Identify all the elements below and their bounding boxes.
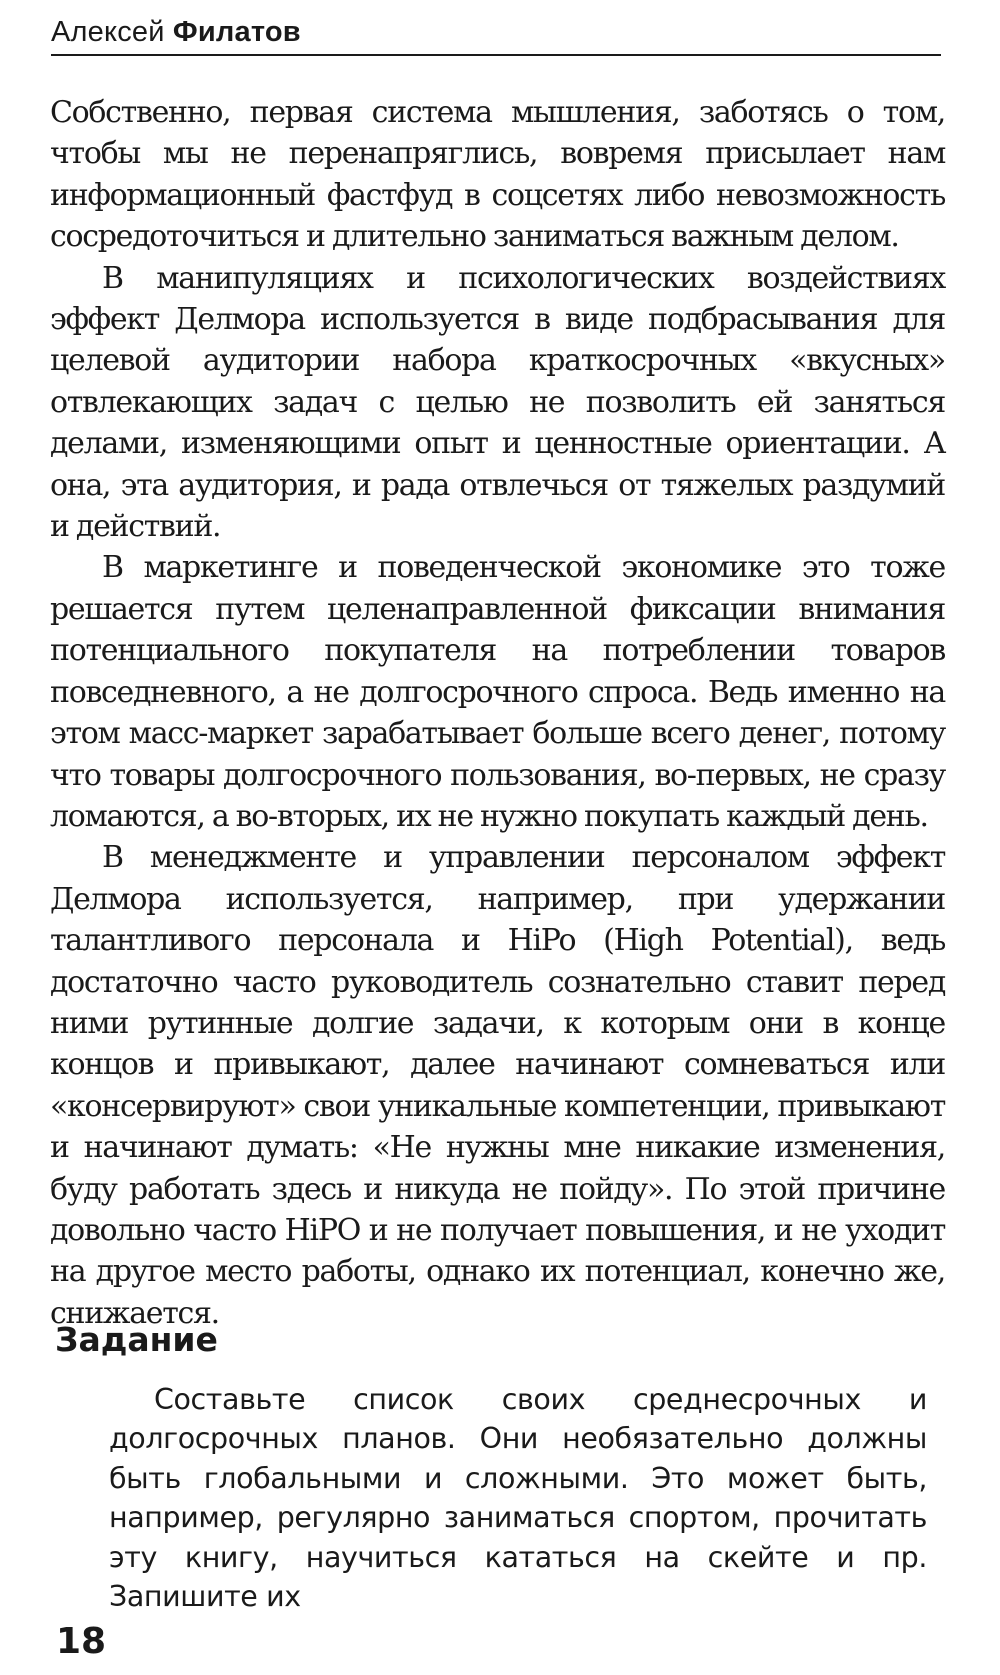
task-text: Составьте список своих среднесрочных и долгосрочных планов. Они необязательно должны быть глобальными и сложными. Это может быть, например, регулярно заниматься спортом, прочитать эту книгу, научиться кататься на скейте и пр. Запишите их	[109, 1383, 927, 1614]
author-first-name: Алексей	[51, 16, 165, 48]
author-name	[51, 14, 301, 50]
author-last-name: Филатов	[172, 16, 301, 48]
main-text	[50, 92, 945, 1334]
task-heading: Задание	[55, 1320, 218, 1359]
page-number: 18	[56, 1621, 107, 1662]
running-header	[51, 10, 941, 56]
paragraph: В менеджменте и управлении персоналом эффект Делмора используется, например, при удержании талантливого персонала и HiPo (High Potential), ведь достаточно часто руководитель сознательно ставит перед ними рутинные долгие задачи, к которым они в конце концов и привыкают, далее начинают сомневаться или «консервируют» свои уникальные компетенции, привыкают и начинают думать: «Не нужны мне никакие изменения, буду работать здесь и никуда не пойду». По этой причине довольно часто HiPO и не получает повышения, и не уходит на другое место работы, однако их потенциал, конечно же, снижается.	[50, 840, 945, 1331]
paragraph: В манипуляциях и психологических воздействиях эффект Делмора используется в виде подбрасывания для целевой аудитории набора краткосрочных «вкусных» отвлекающих задач с целью не позволить ей заняться делами, изменяющими опыт и ценностные ориентации. А она, эта аудитория, и рада отвлечься от тяжелых раздумий и действий.	[50, 260, 945, 545]
paragraph: В маркетинге и поведенческой экономике это тоже решается путем целенаправленной фиксации внимания потенциального покупателя на потреблении товаров повседневного, а не долгосрочного спроса. Ведь именно на этом масс-маркет зарабатывает больше всего денег, потому что товары долгосрочного пользования, во-первых, не сразу ломаются, а во-вторых, их не нужно покупать каждый день.	[50, 550, 945, 834]
paragraph: Собственно, первая система мышления, заботясь о том, чтобы мы не перенапряглись, вовремя присылает нам информационный фастфуд в соцсетях либо невозможность сосредоточиться и длительно заниматься важным делом.	[50, 95, 945, 255]
